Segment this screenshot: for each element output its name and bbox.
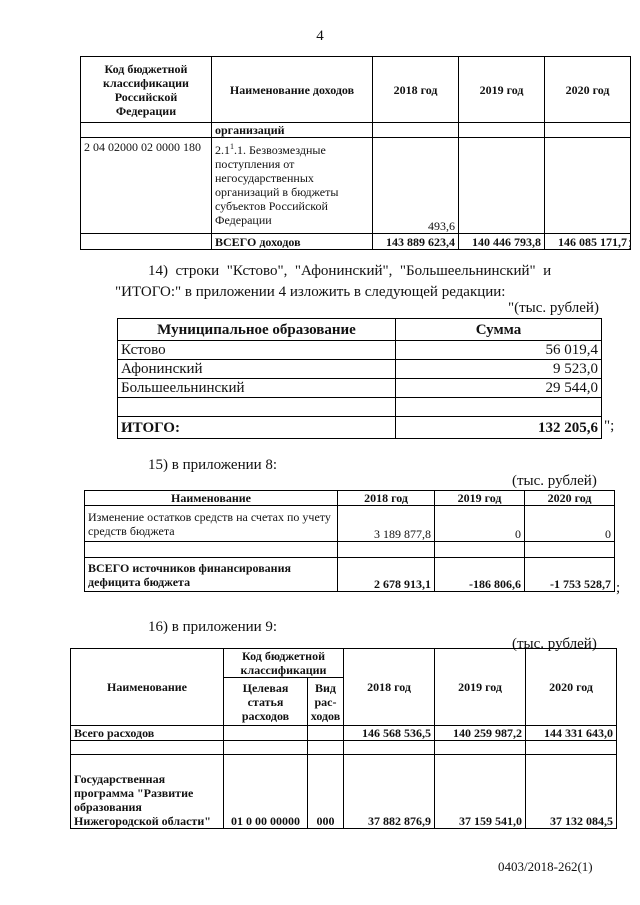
municipality-name: Большеельнинский (118, 379, 396, 398)
expenses-table (70, 648, 617, 829)
header-target: Целевая статья расходов (224, 678, 308, 726)
financing-table (84, 490, 615, 592)
row-2018: 3 189 877,8 (338, 506, 435, 542)
row-2020: 0 (525, 506, 615, 542)
para14-line1: 14) строки "Кстово", "Афонинский", "Большеельнинский" и (148, 263, 552, 279)
revenue-table (80, 56, 631, 250)
header-sum: Сумма (396, 319, 602, 341)
header-kind: Вид рас-ходов (308, 678, 344, 726)
header-2018: 2018 год (344, 649, 435, 726)
total-2020: -1 753 528,7 (525, 558, 615, 592)
table3-trailing: ; (616, 580, 621, 596)
para15-text: 15) в приложении 8: (148, 457, 278, 473)
para14-line2: "ИТОГО:" в приложении 4 изложить в следующей редакции: (115, 284, 506, 300)
municipality-sum: 56 019,4 (396, 341, 602, 360)
total-2018: 143 889 623,4 (373, 234, 459, 250)
total-name: ВСЕГО источников финансирования дефицита бюджета (85, 558, 338, 592)
total-2018: 146 568 536,5 (344, 726, 435, 741)
document-code: 0403/2018-262(1) (498, 859, 593, 874)
program-2018: 37 882 876,9 (344, 755, 435, 829)
header-2020: 2020 год (526, 649, 617, 726)
total-name: Всего расходов (71, 726, 224, 741)
header-2020: 2020 год (545, 57, 631, 123)
municipality-name: Кстово (118, 341, 396, 360)
program-2020: 37 132 084,5 (526, 755, 617, 829)
row-name: $2.1^1.1$. Безвозмездные поступления от негосударственных организаций в бюджеты субъектов Российской Федерации (212, 138, 373, 234)
para14-units: "(тыс. рублей) (508, 300, 599, 316)
total-label: ИТОГО: (118, 417, 396, 439)
total-2019: -186 806,6 (435, 558, 525, 592)
program-name: Государственная программа "Развитие образования Нижегородской области" (71, 755, 224, 829)
row-2019: 0 (435, 506, 525, 542)
row-2018: 493,6 (373, 138, 459, 234)
municipality-sum: 29 544,0 (396, 379, 602, 398)
municipality-sum (396, 398, 602, 417)
row-2019 (459, 138, 545, 234)
municipality-sum: 9 523,0 (396, 360, 602, 379)
header-2018: 2018 год (373, 57, 459, 123)
total-2019: 140 259 987,2 (435, 726, 526, 741)
para16-text: 16) в приложении 9: (148, 619, 278, 635)
header-code-group: Код бюджетной классификации (224, 649, 344, 678)
header-2018: 2018 год (338, 491, 435, 506)
program-kind: 000 (308, 755, 344, 829)
municipality-name: Афонинский (118, 360, 396, 379)
continued-label: организаций (212, 123, 373, 138)
total-2018: 2 678 913,1 (338, 558, 435, 592)
header-2019: 2019 год (459, 57, 545, 123)
header-2019: 2019 год (435, 649, 526, 726)
municipal-table (117, 318, 602, 439)
row-code: 2 04 02000 02 0000 180 (81, 138, 212, 234)
total-sum: 132 205,6 (396, 417, 602, 439)
header-name: Наименование (71, 649, 224, 726)
row-2020 (545, 138, 631, 234)
program-target: 01 0 00 00000 (224, 755, 308, 829)
header-municipality: Муниципальное образование (118, 319, 396, 341)
table2-trailing: "; (604, 418, 615, 434)
table1-trailing: ; (628, 235, 633, 251)
total-2020: 144 331 643,0 (526, 726, 617, 741)
header-2020: 2020 год (525, 491, 615, 506)
municipality-name (118, 398, 396, 417)
total-label: ВСЕГО доходов (212, 234, 373, 250)
header-name: Наименование (85, 491, 338, 506)
para15-units: (тыс. рублей) (512, 473, 597, 489)
total-2019: 140 446 793,8 (459, 234, 545, 250)
header-2019: 2019 год (435, 491, 525, 506)
total-2020: 146 085 171,7 (545, 234, 631, 250)
page-number: 4 (316, 28, 324, 44)
header-budget-code: Код бюджетной классификации Российской Федерации (81, 57, 212, 123)
para16-units: (тыс. рублей) (512, 636, 597, 652)
program-2019: 37 159 541,0 (435, 755, 526, 829)
row-name: Изменение остатков средств на счетах по учету средств бюджета (85, 506, 338, 542)
header-revenue-name: Наименование доходов (212, 57, 373, 123)
